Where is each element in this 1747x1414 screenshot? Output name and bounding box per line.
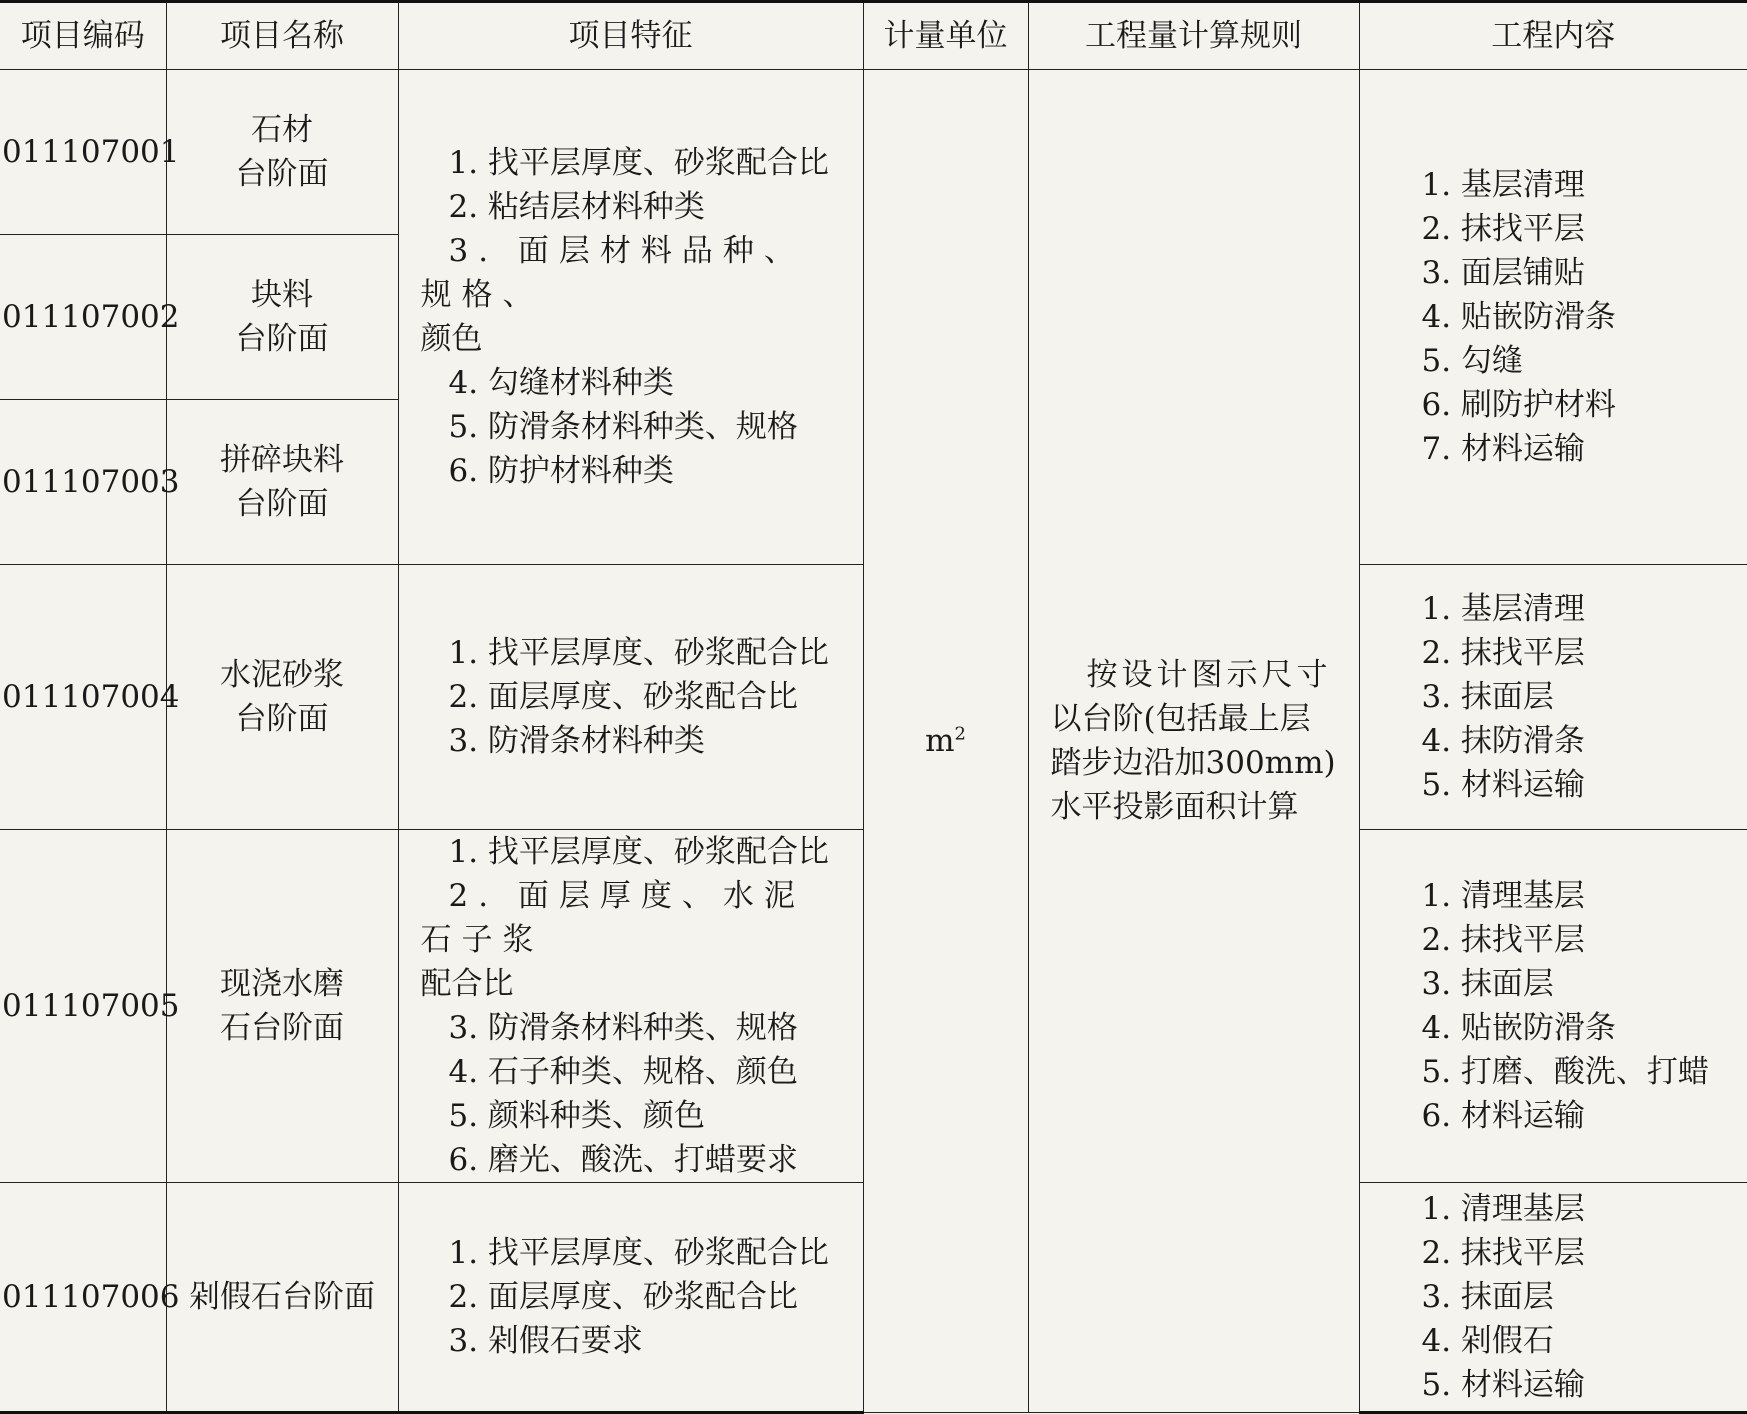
item-name: 块料 台阶面 xyxy=(166,235,398,400)
item-features: 1. 找平层厚度、砂浆配合比 2. 粘结层材料种类 3. 面层材料品种、规格、 颜色 4. 勾缝材料种类 5. 防滑条材料种类、规格 6. 防护材料种类 xyxy=(398,70,863,565)
measurement-unit: $m^2$ xyxy=(863,70,1028,1413)
header-features: 项目特征 xyxy=(398,2,863,70)
calculation-rule: 按设计图示尺寸 以台阶(包括最上层 踏步边沿加300mm) 水平投影面积计算 xyxy=(1028,70,1359,1413)
header-name: 项目名称 xyxy=(166,2,398,70)
item-name: 剁假石台阶面 xyxy=(166,1183,398,1413)
table-row xyxy=(0,70,1747,235)
work-content: 1. 基层清理 2. 抹找平层 3. 抹面层 4. 抹防滑条 5. 材料运输 xyxy=(1359,565,1747,830)
item-code: 011107005 xyxy=(0,830,166,1183)
item-code: 011107004 xyxy=(0,565,166,830)
header-unit: 计量单位 xyxy=(863,2,1028,70)
item-code: 011107001 xyxy=(0,70,166,235)
work-content: 1. 清理基层 2. 抹找平层 3. 抹面层 4. 剁假石 5. 材料运输 xyxy=(1359,1183,1747,1413)
item-code: 011107003 xyxy=(0,400,166,565)
item-name: 现浇水磨 石台阶面 xyxy=(166,830,398,1183)
header-code: 项目编码 xyxy=(0,2,166,70)
item-name: 石材 台阶面 xyxy=(166,70,398,235)
item-features: 1. 找平层厚度、砂浆配合比 2. 面层厚度、砂浆配合比 3. 防滑条材料种类 xyxy=(398,565,863,830)
item-name: 水泥砂浆 台阶面 xyxy=(166,565,398,830)
header-row xyxy=(0,2,1747,70)
item-features: 1. 找平层厚度、砂浆配合比 2. 面层厚度、水泥石子浆 配合比 3. 防滑条材料种类、规格 4. 石子种类、规格、颜色 5. 颜料种类、颜色 6. 磨光、酸洗、打蜡要求 xyxy=(398,830,863,1183)
item-code: 011107006 xyxy=(0,1183,166,1413)
header-rule: 工程量计算规则 xyxy=(1028,2,1359,70)
header-work: 工程内容 xyxy=(1359,2,1747,70)
item-features: 1. 找平层厚度、砂浆配合比 2. 面层厚度、砂浆配合比 3. 剁假石要求 xyxy=(398,1183,863,1413)
item-code: 011107002 xyxy=(0,235,166,400)
item-name: 拼碎块料 台阶面 xyxy=(166,400,398,565)
work-content: 1. 基层清理 2. 抹找平层 3. 面层铺贴 4. 贴嵌防滑条 5. 勾缝 6. 刷防护材料 7. 材料运输 xyxy=(1359,70,1747,565)
work-content: 1. 清理基层 2. 抹找平层 3. 抹面层 4. 贴嵌防滑条 5. 打磨、酸洗、打蜡 6. 材料运输 xyxy=(1359,830,1747,1183)
